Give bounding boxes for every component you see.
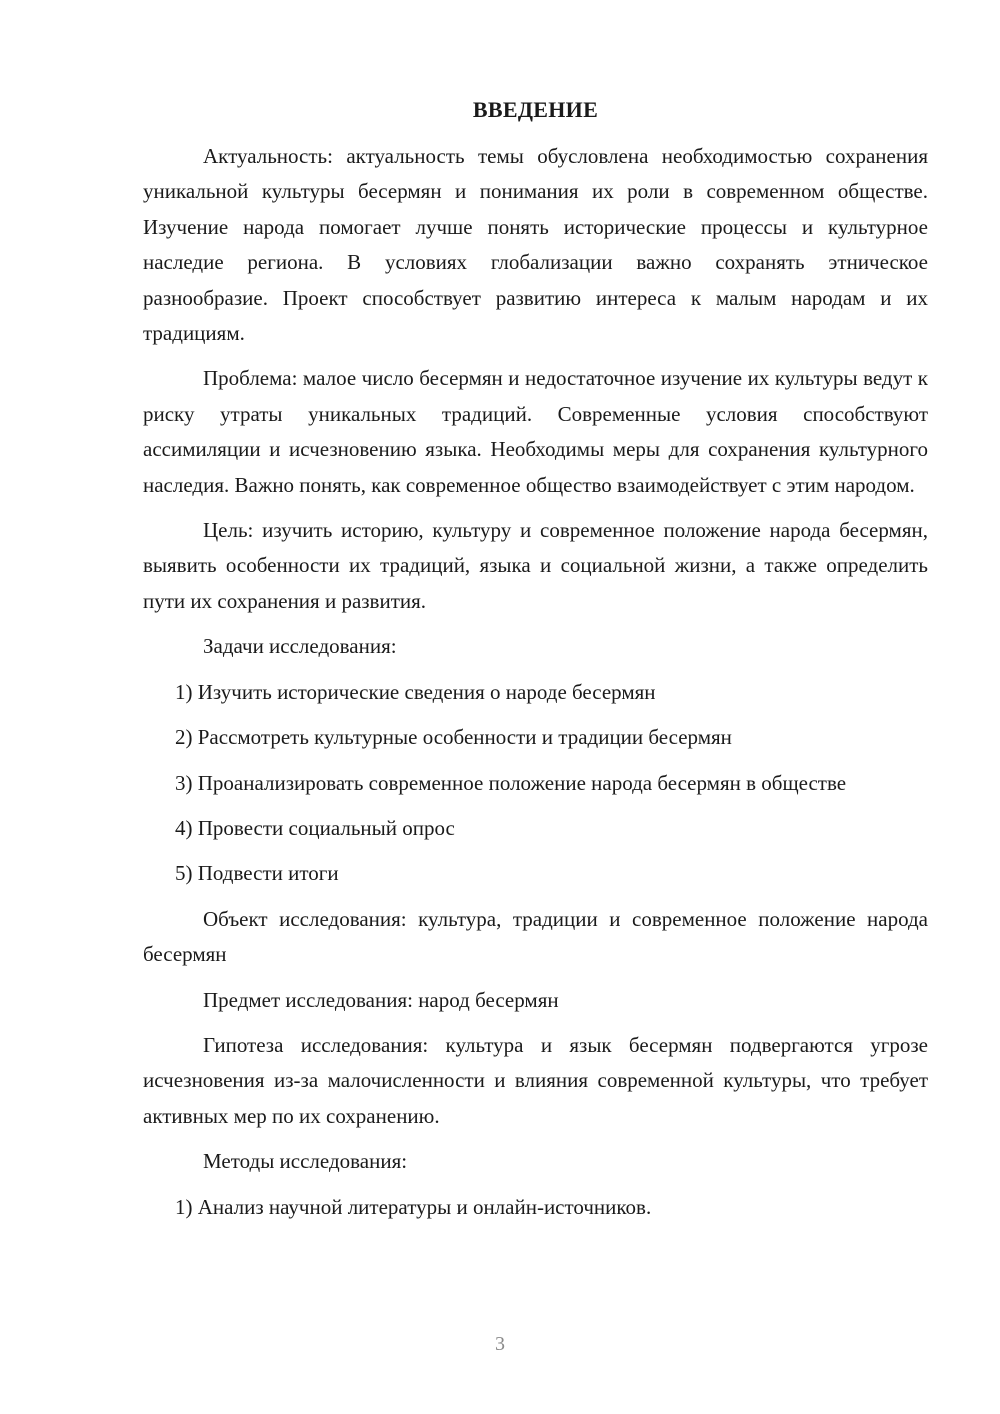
problem-paragraph: Проблема: малое число бесермян и недостаточное изучение их культуры ведут к риску утраты уникальных традиций. Современные условия способствуют ассимиляции и исчезновению языка. Необходимы меры для сохранения культурного наследия. Важно понять, как современное общество взаимодействует с этим народом. bbox=[143, 366, 928, 497]
object-paragraph: Объект исследования: культура, традиции и современное положение народа бесермян bbox=[143, 906, 928, 967]
task-item-5: 5) Подвести итоги bbox=[175, 861, 339, 886]
relevance-paragraph: Актуальность: актуальность темы обусловлена необходимостью сохранения уникальной культуры бесермян и понимания их роли в современном обществе. Изучение народа помогает лучше понять исторические процессы и культурное наследие региона. В условиях глобализации важно сохранять этническое разнообразие. Проект способствует развитию интереса к малым народам и их традициям. bbox=[143, 144, 928, 346]
method-item-1: 1) Анализ научной литературы и онлайн-источников. bbox=[175, 1194, 652, 1219]
subject-paragraph: Предмет исследования: народ бесермян bbox=[203, 987, 559, 1012]
goal-paragraph: Цель: изучить историю, культуру и современное положение народа бесермян, выявить особенности их традиций, языка и социальной жизни, а также определить пути их сохранения и развития. bbox=[143, 518, 928, 613]
task-item-1: 1) Изучить исторические сведения о народе бесермян bbox=[175, 679, 656, 704]
task-item-4: 4) Провести социальный опрос bbox=[175, 815, 455, 840]
hypothesis-paragraph: Гипотеза исследования: культура и язык бесермян подвергаются угрозе исчезновения из-за малочисленности и влияния современной культуры, что требует активных мер по их сохранению. bbox=[143, 1032, 928, 1128]
task-item-2: 2) Рассмотреть культурные особенности и традиции бесермян bbox=[175, 725, 732, 750]
document-page bbox=[143, 95, 928, 1235]
methods-heading: Методы исследования: bbox=[203, 1149, 408, 1174]
tasks-heading: Задачи исследования: bbox=[203, 634, 397, 659]
page-title: ВВЕДЕНИЕ bbox=[472, 97, 599, 122]
page-number: 3 bbox=[495, 1333, 505, 1355]
task-item-3: 3) Проанализировать современное положение народа бесермян в обществе bbox=[175, 770, 847, 795]
